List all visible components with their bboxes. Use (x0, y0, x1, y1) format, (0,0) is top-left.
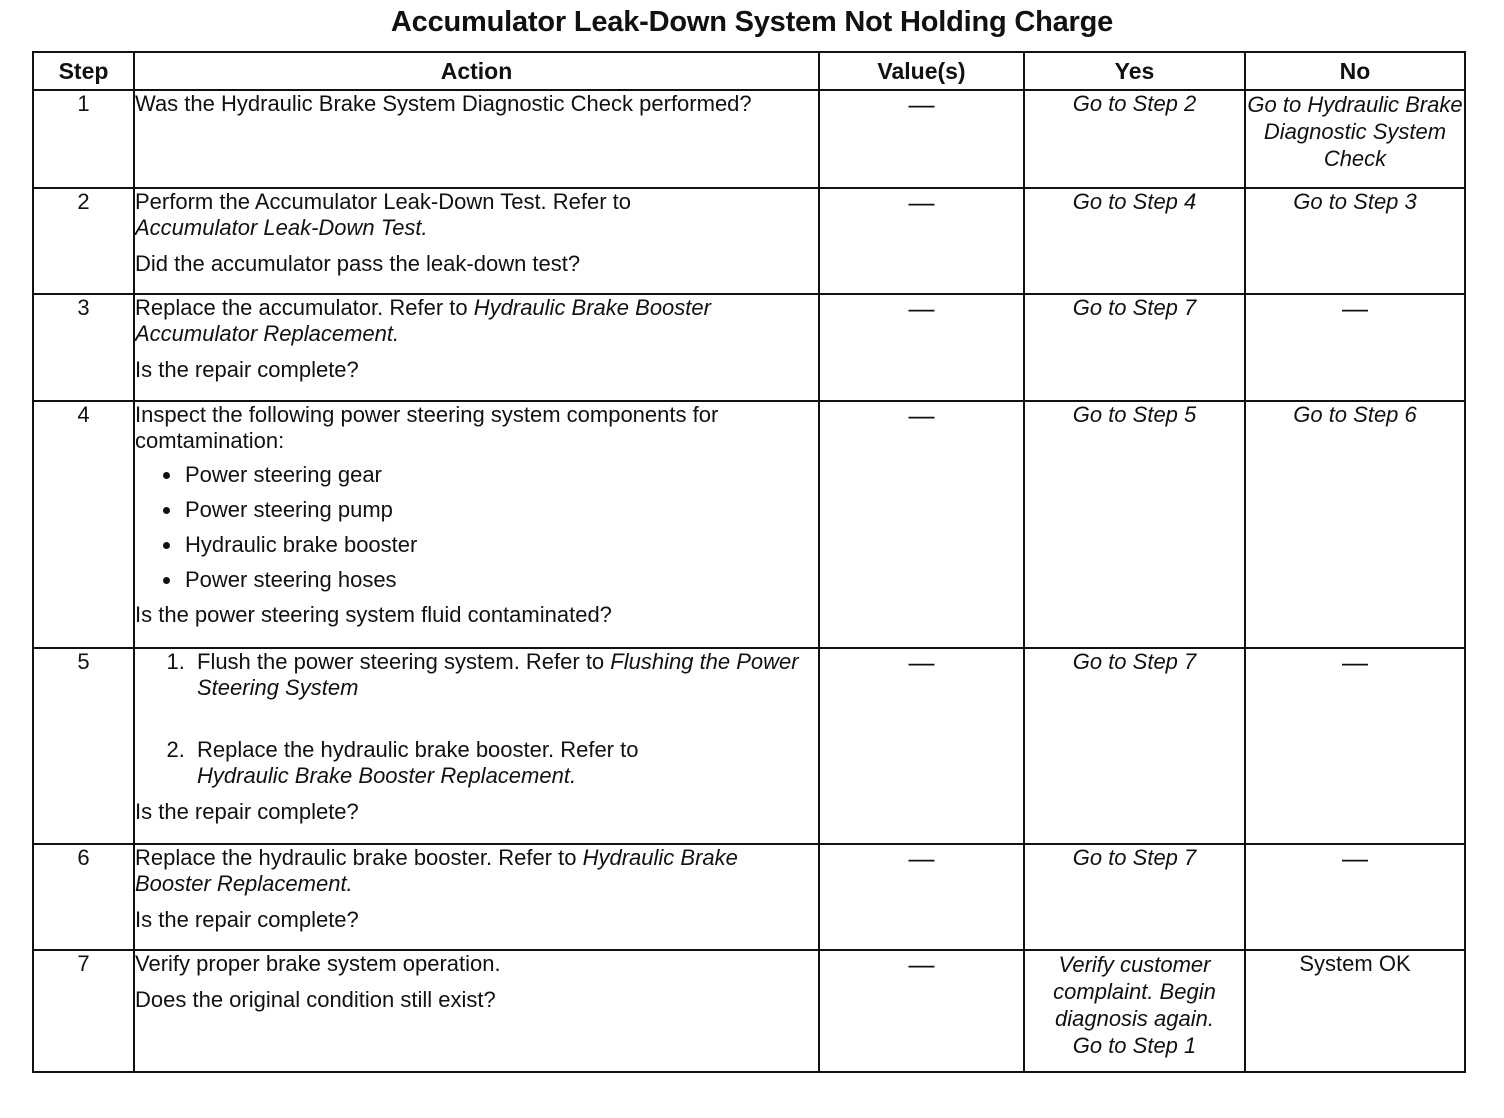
list-item: • Power steering pump (183, 497, 818, 523)
diagnostic-table (32, 51, 1466, 1073)
step-number: 7 (33, 950, 134, 1072)
action-text: Was the Hydraulic Brake System Diagnostic Check performed? (135, 91, 752, 116)
no-cell: System OK (1245, 950, 1465, 1072)
no-prefix: Go to (1247, 92, 1302, 117)
action-text (135, 845, 818, 897)
action-reference: Hydraulic Brake Booster Replacement. (135, 845, 738, 896)
action-question: Does the original condition still exist? (135, 987, 496, 1012)
action-question: Is the repair complete? (135, 357, 359, 382)
yes-cell: Go to Step 7 (1024, 294, 1245, 401)
no-cell (1245, 90, 1465, 188)
action-text: Inspect the following power steering system components for comtamination: (135, 402, 719, 453)
action-cell (134, 90, 819, 188)
procedure-reference: Flushing the Power Steering System (197, 649, 799, 700)
action-cell (134, 648, 819, 844)
yes-cell: Go to Step 5 (1024, 401, 1245, 648)
table-row (33, 90, 1465, 188)
value-cell: — (819, 844, 1024, 950)
procedure-text: Replace the hydraulic brake booster. Refer to (197, 737, 639, 762)
header-step: Step (33, 52, 134, 90)
table-row (33, 188, 1465, 294)
table-row (33, 294, 1465, 401)
no-cell: — (1245, 844, 1465, 950)
list-item: • Power steering gear (183, 462, 818, 488)
action-reference: Hydraulic Brake Booster Accumulator Replacement. (135, 295, 711, 346)
procedure-reference: Hydraulic Brake Booster Replacement. (197, 763, 577, 788)
yes-cell: Go to Step 4 (1024, 188, 1245, 294)
no-cell: Go to Step 6 (1245, 401, 1465, 648)
value-cell: — (819, 950, 1024, 1072)
list-item (191, 649, 818, 701)
value-cell: — (819, 90, 1024, 188)
yes-cell: Go to Step 7 (1024, 648, 1245, 844)
list-item (191, 737, 818, 789)
action-text (135, 189, 818, 241)
action-cell (134, 950, 819, 1072)
procedure-list (135, 649, 818, 789)
action-cell (134, 188, 819, 294)
value-cell: — (819, 401, 1024, 648)
action-instruction: Perform the Accumulator Leak-Down Test. Refer to (135, 189, 632, 214)
no-cell: — (1245, 648, 1465, 844)
action-instruction: Replace the accumulator. Refer to (135, 295, 468, 320)
header-no: No (1245, 52, 1465, 90)
no-reference: Hydraulic Brake Diagnostic System Check (1263, 92, 1463, 171)
page-title: Accumulator Leak-Down System Not Holding Charge (390, 6, 1114, 38)
action-question: Is the repair complete? (135, 907, 359, 932)
no-cell: — (1245, 294, 1465, 401)
yes-text: Verify customer complaint. Begin diagnosis again. (1053, 952, 1216, 1031)
table-row (33, 648, 1465, 844)
header-yes: Yes (1024, 52, 1245, 90)
yes-cell: Go to Step 2 (1024, 90, 1245, 188)
action-reference: Accumulator Leak-Down Test. (135, 215, 428, 240)
table-row (33, 950, 1465, 1072)
value-cell: — (819, 294, 1024, 401)
action-text: Verify proper brake system operation. (135, 951, 501, 976)
action-cell (134, 844, 819, 950)
step-number: 1 (33, 90, 134, 188)
list-item: • Hydraulic brake booster (183, 532, 818, 558)
component-list (135, 462, 818, 593)
step-number: 6 (33, 844, 134, 950)
no-cell: Go to Step 3 (1245, 188, 1465, 294)
table-row (33, 401, 1465, 648)
header-action: Action (134, 52, 819, 90)
step-number: 3 (33, 294, 134, 401)
action-question: Is the repair complete? (135, 799, 359, 824)
action-question: Did the accumulator pass the leak-down test? (135, 251, 581, 276)
value-cell: — (819, 648, 1024, 844)
action-cell (134, 294, 819, 401)
procedure-text: Flush the power steering system. Refer to (197, 649, 605, 674)
header-row (33, 52, 1465, 90)
yes-cell (1024, 950, 1245, 1072)
yes-cell: Go to Step 7 (1024, 844, 1245, 950)
header-values: Value(s) (819, 52, 1024, 90)
action-text (135, 295, 818, 347)
action-cell (134, 401, 819, 648)
yes-reference: Go to Step 1 (1072, 1033, 1197, 1058)
action-instruction: Replace the hydraulic brake booster. Refer to (135, 845, 577, 870)
step-number: 5 (33, 648, 134, 844)
list-item: • Power steering hoses (183, 567, 818, 593)
action-question: Is the power steering system fluid contaminated? (135, 602, 612, 627)
table-row (33, 844, 1465, 950)
value-cell: — (819, 188, 1024, 294)
step-number: 2 (33, 188, 134, 294)
step-number: 4 (33, 401, 134, 648)
